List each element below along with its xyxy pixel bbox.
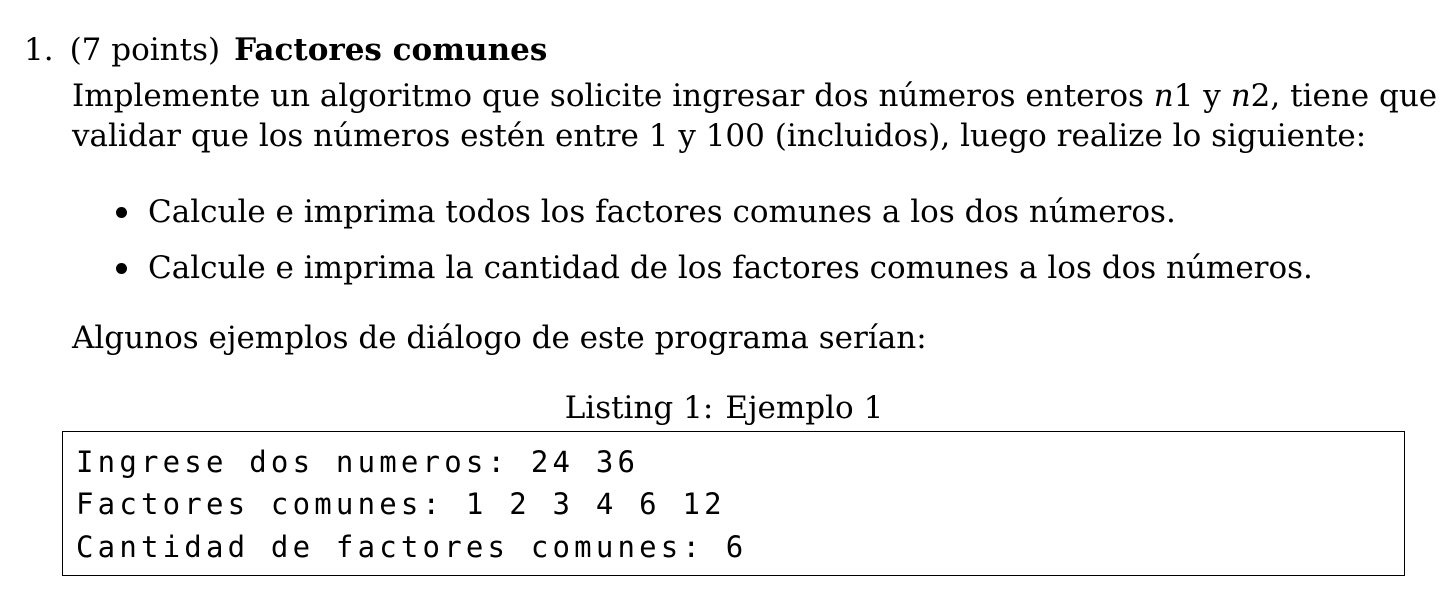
statement-text: y	[1193, 78, 1231, 114]
statement-line-1	[72, 76, 1438, 116]
code-line: Factores comunes: 1 2 3 4 6 12	[76, 487, 726, 521]
bullet-icon	[116, 263, 127, 274]
variable-n2	[1231, 78, 1251, 114]
problem-statement	[72, 76, 1438, 156]
code-line: Cantidad de factores comunes: 6	[76, 530, 748, 564]
listing-caption	[0, 388, 1448, 428]
variable-letter: n	[1230, 78, 1251, 114]
examples-intro: Algunos ejemplos de diálogo de este programa serían:	[72, 320, 927, 356]
variable-letter: n	[1153, 78, 1174, 114]
variable-index: 2	[1250, 78, 1271, 114]
requirements-list	[108, 192, 1313, 304]
bullet-icon	[116, 207, 127, 218]
code-listing	[62, 431, 1405, 576]
list-item	[108, 248, 1313, 288]
list-item	[108, 192, 1313, 232]
statement-text: , tiene que	[1270, 78, 1438, 114]
variable-n1	[1154, 78, 1174, 114]
list-item-text: Calcule e imprima la cantidad de los factores comunes a los dos números.	[148, 250, 1313, 286]
problem-number: 1.	[24, 32, 54, 68]
statement-line-2: validar que los números estén entre 1 y 100 (incluidos), luego realize lo siguiente:	[72, 118, 1367, 154]
listing-label: Listing 1:	[564, 390, 714, 426]
list-item-text: Calcule e imprima todos los factores comunes a los dos números.	[148, 194, 1176, 230]
listing-title: Ejemplo 1	[725, 390, 884, 426]
variable-index: 1	[1173, 78, 1194, 114]
statement-text: Implemente un algoritmo que solicite ingresar dos números enteros	[72, 78, 1154, 114]
code-line: Ingrese dos numeros: 24 36	[76, 445, 640, 479]
problem-points: (7 points)	[69, 32, 221, 68]
problem-heading	[24, 30, 547, 70]
problem-title: Factores comunes	[234, 32, 548, 68]
